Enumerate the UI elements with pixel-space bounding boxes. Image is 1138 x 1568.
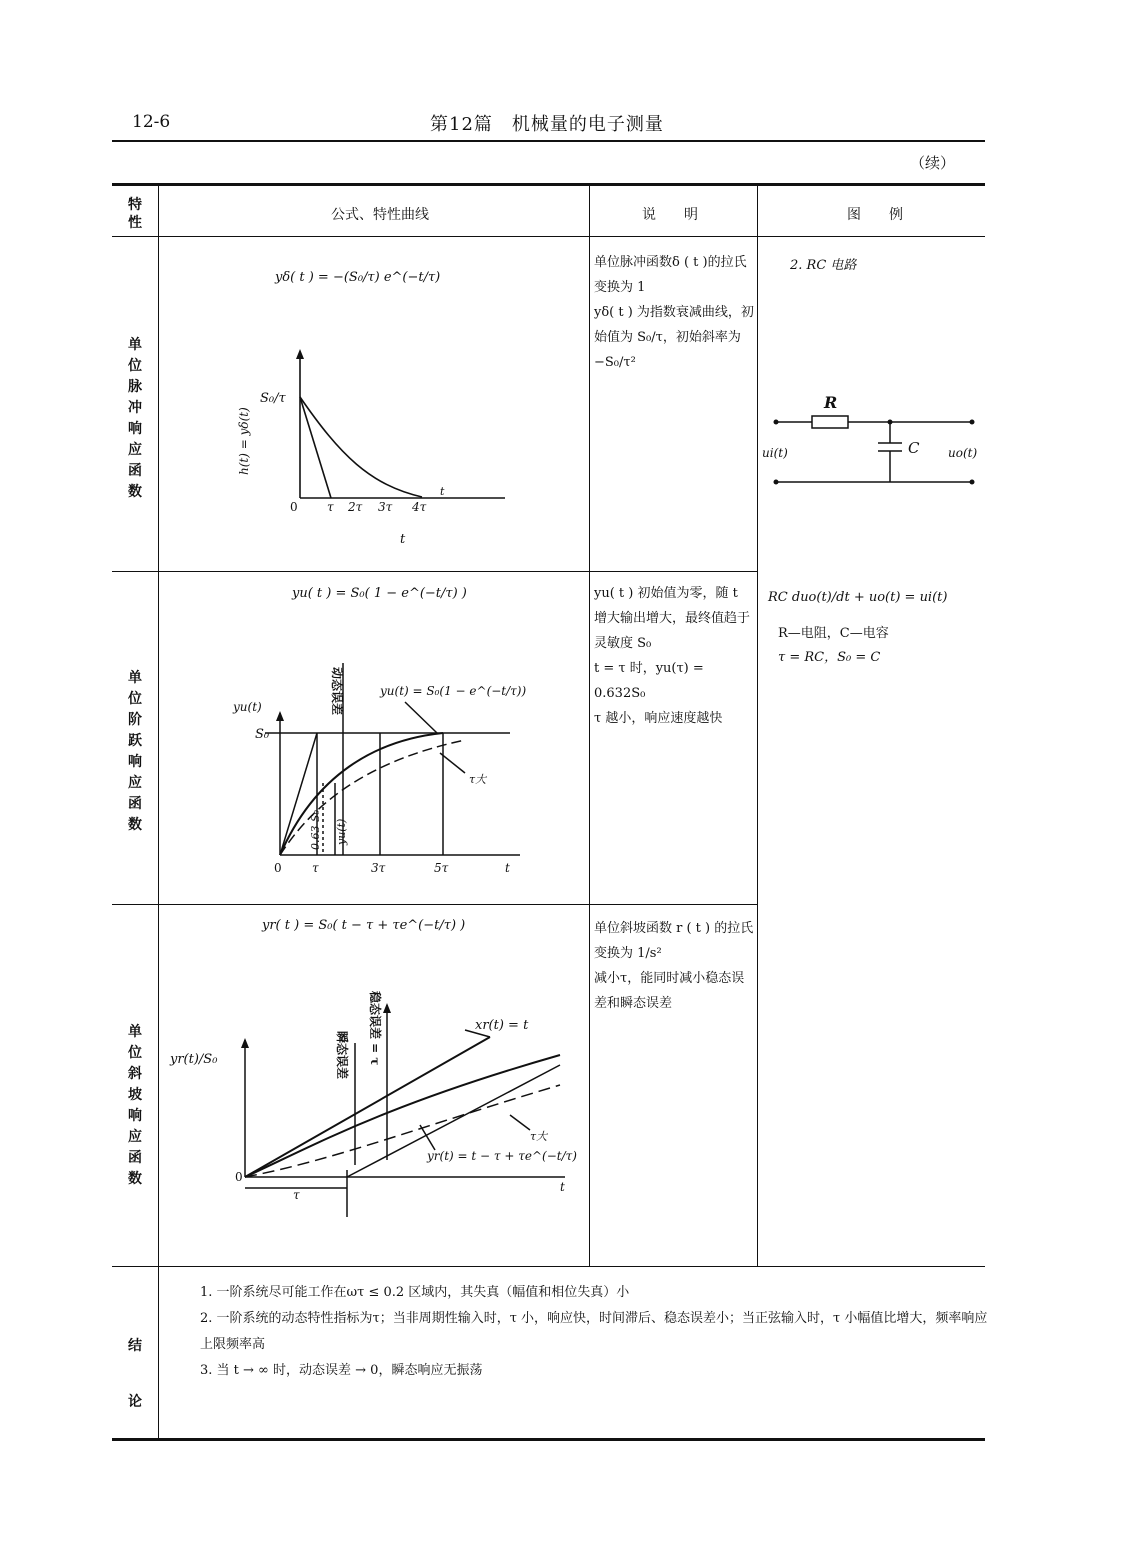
yu-t-label: yu(t) xyxy=(335,818,348,845)
y-axis-label: yu(t) xyxy=(233,700,262,714)
row3-bottom-rule xyxy=(112,1266,985,1267)
row-label-conclusion xyxy=(126,1318,144,1430)
junction-dot xyxy=(888,420,893,425)
top-rule xyxy=(112,140,985,142)
chapter-title: 第12篇 机械量的电子测量 xyxy=(430,114,664,135)
note-text: 减小τ，能同时减小稳态误差和瞬态误差 xyxy=(594,971,745,1011)
row-label-impulse xyxy=(126,335,144,503)
row-label-char: 数 xyxy=(128,484,142,500)
y-axis-label: yr(t)/S₀ xyxy=(170,1052,218,1067)
note-text: 单位斜坡函数 r ( t ) 的拉氏变换为 1/s² xyxy=(594,921,754,961)
response-curve xyxy=(280,733,443,855)
tick-label: 4τ xyxy=(412,500,427,514)
tick-label: 0 xyxy=(290,500,298,514)
table-top-rule xyxy=(112,183,985,186)
col-rule-1 xyxy=(158,186,159,1438)
tick-label: t xyxy=(505,861,510,875)
terminal-dot xyxy=(774,420,779,425)
row-label-step xyxy=(126,668,144,836)
row-label-char: 数 xyxy=(128,1171,142,1187)
impulse-notes xyxy=(594,250,754,375)
tick-label: 3τ xyxy=(378,500,393,514)
row-label-char: 位 xyxy=(128,691,142,707)
dynamic-error-label: 动态误差 xyxy=(330,667,344,716)
ramp-response-large-tau xyxy=(245,1085,560,1177)
ramp-formula: yr( t ) = S₀( t − τ + τe^(−t/τ) ) xyxy=(262,918,466,933)
rc-equation: RC duo(t)/dt + uo(t) = ui(t) xyxy=(768,590,948,605)
row-label-char: 位 xyxy=(128,358,142,374)
axis-t-label: t xyxy=(440,485,445,498)
response-curve-large-tau xyxy=(280,740,465,855)
row-label-char: 函 xyxy=(128,463,142,479)
conclusion-item: 3. 当 t → ∞ 时，动态误差 → 0，瞬态响应无振荡 xyxy=(200,1363,483,1378)
terminal-dot xyxy=(970,480,975,485)
tick-label: τ xyxy=(293,1188,300,1202)
steady-error-label: 稳态误差 = τ xyxy=(368,991,382,1066)
terminal-dot xyxy=(774,480,779,485)
note-text: t = τ 时，yu(τ) = 0.632S₀ xyxy=(594,661,704,701)
row-label-char: 响 xyxy=(128,421,142,437)
capacitor-label: C xyxy=(908,439,920,457)
row-label-char: 应 xyxy=(128,442,142,458)
y-axis-label: h(t) = yδ(t) xyxy=(237,407,251,475)
s0-label: S₀ xyxy=(255,727,270,742)
tick-label: 2τ xyxy=(348,500,363,514)
row-label-char: 应 xyxy=(128,1129,142,1145)
tick-label: 5τ xyxy=(434,861,449,875)
rc-legend: R—电阻，C—电容 xyxy=(778,626,889,641)
step-notes xyxy=(594,581,754,731)
table-bottom-rule xyxy=(112,1438,985,1441)
rc-relation: τ = RC，S₀ = C xyxy=(778,650,881,665)
row-label-ramp xyxy=(126,1022,144,1190)
tick-label: t xyxy=(560,1180,565,1194)
ramp-response-graph xyxy=(165,985,580,1220)
conclusion-item: 2. 一阶系统的动态特性指标为τ；当非周期性输入时，τ 小，响应快，时间滞后、稳态误差小；当正弦输入时，τ 小幅值比增大，频率响应上限频率高 xyxy=(200,1311,988,1352)
input-label: xr(t) = t xyxy=(475,1018,529,1033)
row-label-char: 结 xyxy=(128,1338,142,1354)
conclusion-list xyxy=(200,1280,990,1384)
col-header-description: 说 明 xyxy=(642,207,698,223)
row-label-char: 单 xyxy=(128,337,142,353)
col-header-example: 图 例 xyxy=(847,207,903,223)
col-header-property-text: 特性 xyxy=(128,197,142,231)
note-text: 单位脉冲函数δ ( t )的拉氏变换为 1 xyxy=(594,255,747,295)
y-axis-arrow xyxy=(296,349,304,359)
step-response-graph xyxy=(225,655,530,885)
col-rule-3 xyxy=(757,186,758,1266)
row-label-char: 跃 xyxy=(128,733,142,749)
input-voltage-label: ui(t) xyxy=(762,446,788,460)
curve-label: yr(t) = t − τ + τe^(−t/τ) xyxy=(427,1149,577,1163)
tick-label: τ xyxy=(327,500,334,514)
tick-label: 3τ xyxy=(371,861,386,875)
row-label-char: 脉 xyxy=(128,379,142,395)
transient-error-label: 瞬态误差 xyxy=(335,1031,349,1080)
impulse-response-graph xyxy=(220,345,520,550)
row-label-char: 单 xyxy=(128,1024,142,1040)
col-header-formula: 公式、特性曲线 xyxy=(331,207,429,223)
x-axis-label: t xyxy=(400,532,406,547)
col-rule-2 xyxy=(589,186,590,1266)
initial-slope-line xyxy=(300,397,331,498)
row-label-char: 单 xyxy=(128,670,142,686)
tick-label: 0 xyxy=(235,1170,243,1184)
tick-label: 0 xyxy=(274,861,282,875)
y-axis-arrow xyxy=(241,1038,249,1048)
conclusion-item: 1. 一阶系统尽可能工作在ωτ ≤ 0.2 区域内，其失真（幅值和相位失真）小 xyxy=(200,1285,630,1300)
tau-big-label: τ大 xyxy=(469,773,487,786)
resistor-symbol xyxy=(812,416,848,428)
value-063-label: 0.63 S₀ xyxy=(309,810,322,850)
initial-value-label: S₀/τ xyxy=(260,391,286,406)
decay-curve xyxy=(300,397,422,497)
col-header-property xyxy=(124,196,146,232)
note-text: yδ( t ) 为指数衰减曲线，初始值为 S₀/τ，初始斜率为 −S₀/τ² xyxy=(594,305,754,370)
curve-leader xyxy=(405,702,437,733)
row-label-char: 函 xyxy=(128,796,142,812)
row-label-char: 论 xyxy=(128,1394,142,1410)
row-label-char: 位 xyxy=(128,1045,142,1061)
rc-circuit-diagram xyxy=(760,385,990,495)
continued-label: （续） xyxy=(910,154,956,172)
row-label-char: 响 xyxy=(128,754,142,770)
step-formula: yu( t ) = S₀( 1 − e^(−t/τ) ) xyxy=(292,586,467,601)
row-label-char: 阶 xyxy=(128,712,142,728)
tau-big-leader xyxy=(510,1115,530,1130)
row2-bottom-rule xyxy=(112,904,757,905)
row-label-char: 函 xyxy=(128,1150,142,1166)
terminal-dot xyxy=(970,420,975,425)
steady-error-arrow xyxy=(383,1003,391,1013)
curve-label: yu(t) = S₀(1 − e^(−t/τ)) xyxy=(380,684,527,698)
row-label-char: 斜 xyxy=(128,1066,142,1082)
resistor-label: R xyxy=(824,393,838,412)
output-voltage-label: uo(t) xyxy=(948,446,978,460)
note-text: yu( t ) 初始值为零，随 t 增大输出增大，最终值趋于灵敏度 S₀ xyxy=(594,586,751,651)
note-text: τ 越小，响应速度越快 xyxy=(594,711,723,726)
page-number: 12-6 xyxy=(132,112,171,132)
tick-label: τ xyxy=(312,861,319,875)
row1-bottom-rule xyxy=(112,571,757,572)
impulse-formula: yδ( t ) = −(S₀/τ) e^(−t/τ) xyxy=(275,270,441,285)
row-label-char: 响 xyxy=(128,1108,142,1124)
y-axis-arrow xyxy=(276,711,284,721)
tau-big-label: τ大 xyxy=(530,1130,548,1143)
example-title: 2. RC 电路 xyxy=(790,258,857,273)
row-label-char: 数 xyxy=(128,817,142,833)
row-label-char: 应 xyxy=(128,775,142,791)
header-bottom-rule xyxy=(112,236,985,237)
ramp-notes xyxy=(594,916,754,1016)
row-label-char: 坡 xyxy=(128,1087,142,1103)
row-label-char: 冲 xyxy=(128,400,142,416)
